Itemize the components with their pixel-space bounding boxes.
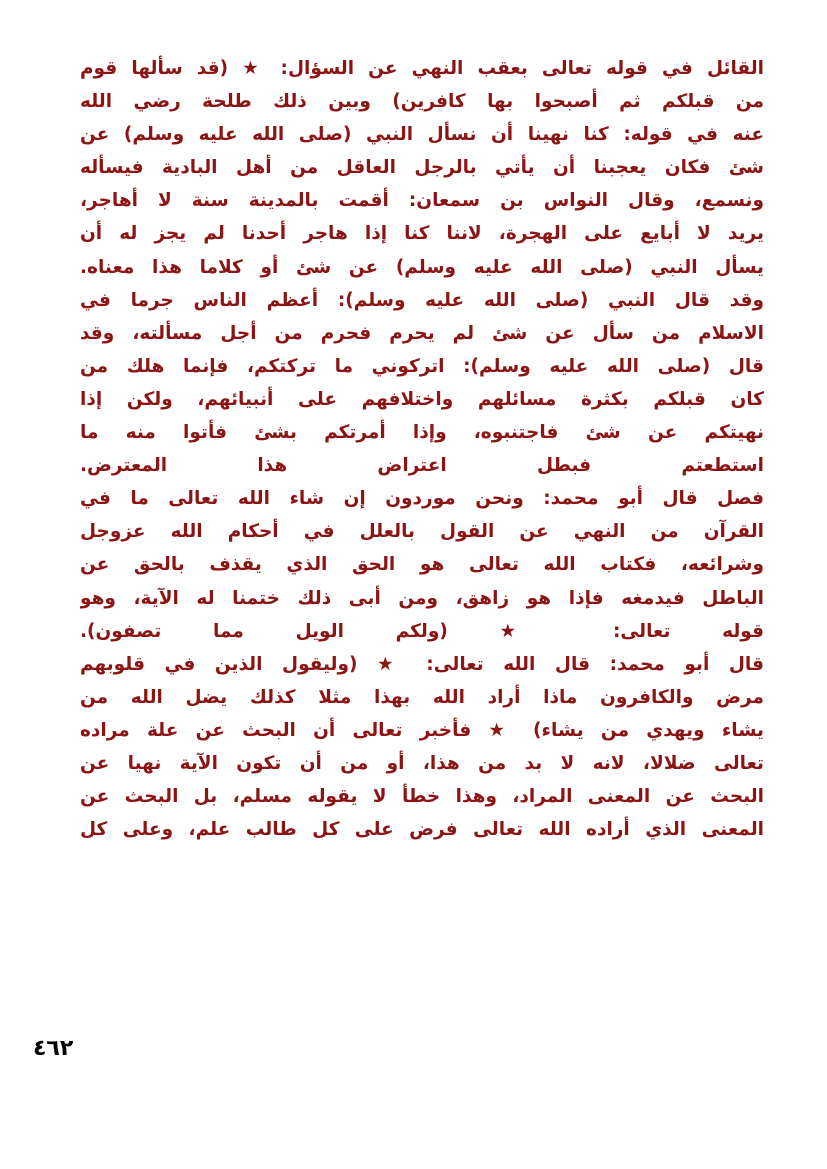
text-line: نهيتكم عن شئ فاجتنبوه، وإذا أمرتكم بشئ فأتوا منه ما bbox=[80, 422, 764, 444]
text-line: تعالى ضلالا، لانه لا بد من هذا، أو من أن تكون الآية نهيا عن bbox=[80, 752, 764, 774]
text-line: وشرائعه، فكتاب الله تعالى هو الحق الذي يقذف بالحق عن bbox=[80, 554, 764, 576]
text-line: القرآن من النهي عن القول بالعلل في أحكام الله عزوجل bbox=[80, 521, 764, 543]
text-line: يسأل النبي (صلى الله عليه وسلم) عن شئ أو كلاما هذا معناه. bbox=[80, 256, 764, 278]
text-line: يشاء ويهدي من يشاء) ★ فأخبر تعالى أن البحث عن علة مراده bbox=[80, 719, 764, 741]
text-line: القائل في قوله تعالى بعقب النهي عن السؤال: ★ (قد سألها قوم bbox=[80, 58, 764, 79]
page-number: ٤٦٢ bbox=[33, 1036, 74, 1061]
text-line: الاسلام من سأل عن شئ لم يحرم فحرم من أجل مسألته، وقد bbox=[80, 322, 764, 344]
text-line: قال أبو محمد: قال الله تعالى: ★ (وليقول الذين في قلوبهم bbox=[80, 653, 764, 675]
text-line: ونسمع، وقال النواس بن سمعان: أقمت بالمدينة سنة لا أهاجر، bbox=[80, 190, 764, 212]
text-line: وقد قال النبي (صلى الله عليه وسلم): أعظم الناس جرما في bbox=[80, 289, 764, 311]
text-line: استطعتم فبطل اعتراض هذا المعترض. bbox=[80, 455, 764, 477]
text-line: مرض والكافرون ماذا أراد الله بهذا مثلا كذلك يضل الله من bbox=[80, 686, 764, 708]
text-line: يريد لا أبايع على الهجرة، لاننا كنا إذا هاجر أحدنا لم يجز له أن bbox=[80, 223, 764, 245]
text-line: البحث عن المعنى المراد، وهذا خطأ لا يقوله مسلم، بل البحث عن bbox=[80, 786, 764, 808]
text-line: الباطل فيدمغه فإذا هو زاهق، ومن أبى ذلك ختمنا له الآية، وهو bbox=[80, 587, 764, 609]
text-line: قوله تعالى: ★ (ولكم الويل مما تصفون). bbox=[80, 620, 764, 642]
text-line: من قبلكم ثم أصبحوا بها كافرين) وبين ذلك طلحة رضي الله bbox=[80, 91, 764, 113]
text-line: عنه في قوله: كنا نهينا أن نسأل النبي (صلى الله عليه وسلم) عن bbox=[80, 124, 764, 146]
text-line: كان قبلكم بكثرة مسائلهم واختلافهم على أنبيائهم، ولكن إذا bbox=[80, 388, 764, 410]
text-line: فصل قال أبو محمد: ونحن موردون إن شاء الله تعالى ما في bbox=[80, 488, 764, 510]
body-text bbox=[80, 52, 764, 846]
text-line: قال (صلى الله عليه وسلم): اتركوني ما تركتكم، فإنما هلك من bbox=[80, 355, 764, 377]
text-line: شئ فكان يعجبنا أن يأتي بالرجل العاقل من أهل البادية فيسأله bbox=[80, 157, 764, 179]
text-line: المعنى الذي أراده الله تعالى فرض على كل طالب علم، وعلى كل bbox=[80, 819, 764, 841]
